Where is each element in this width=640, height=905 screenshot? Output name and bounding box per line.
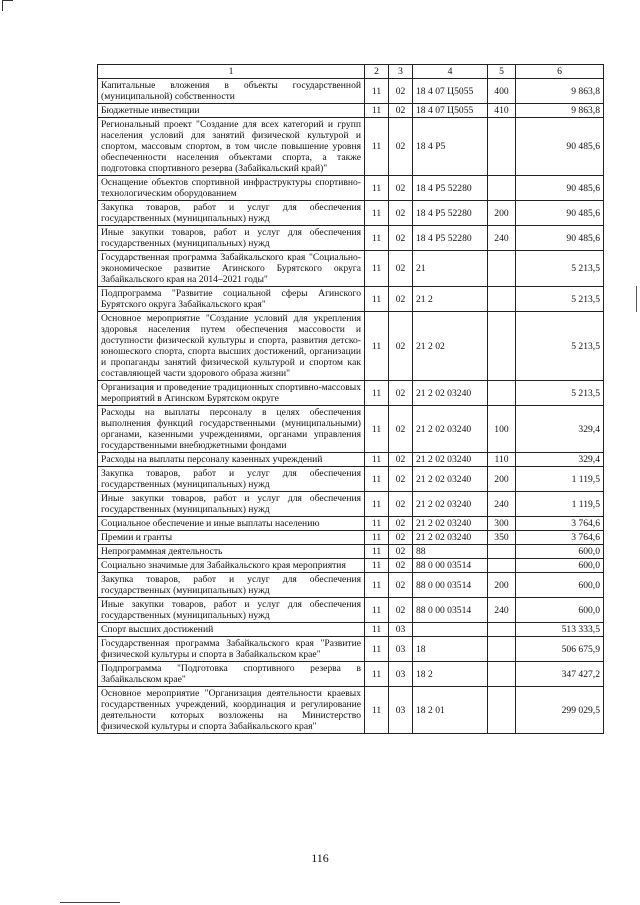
amount-cell: 600,0	[516, 573, 604, 598]
section-code-cell: 11	[365, 573, 389, 598]
table-row	[98, 492, 604, 517]
subsection-code-cell: 02	[389, 531, 413, 545]
expense-type-cell	[488, 287, 516, 312]
table-row	[98, 559, 604, 573]
item-name-cell: Социально значимые для Забайкальского края мероприятия	[98, 559, 365, 573]
section-code-cell: 11	[365, 226, 389, 251]
budget-table	[97, 64, 604, 734]
amount-cell: 9 863,8	[516, 104, 604, 118]
subsection-code-cell: 02	[389, 312, 413, 381]
expense-type-cell	[488, 312, 516, 381]
amount-cell: 90 485,6	[516, 201, 604, 226]
section-code-cell: 11	[365, 687, 389, 734]
section-code-cell: 11	[365, 598, 389, 623]
scan-corner-mark	[2, 0, 13, 11]
section-code-cell: 11	[365, 381, 389, 406]
expense-type-cell	[488, 662, 516, 687]
table-row	[98, 201, 604, 226]
target-article-cell: 88 0 00 03514	[413, 559, 488, 573]
expense-type-cell	[488, 687, 516, 734]
table-row	[98, 517, 604, 531]
table-row	[98, 251, 604, 287]
target-article-cell: 18 2 01	[413, 687, 488, 734]
item-name-cell: Оснащение объектов спортивной инфраструктуры спортивно-технологическим оборудованием	[98, 176, 365, 201]
amount-cell: 600,0	[516, 559, 604, 573]
section-code-cell: 11	[365, 79, 389, 104]
amount-cell: 5 213,5	[516, 287, 604, 312]
section-code-cell: 11	[365, 517, 389, 531]
target-article-cell: 21 2 02 03240	[413, 453, 488, 467]
expense-type-cell: 350	[488, 531, 516, 545]
table-row	[98, 312, 604, 381]
expense-type-cell	[488, 381, 516, 406]
expense-type-cell: 200	[488, 467, 516, 492]
item-name-cell: Непрограммная деятельность	[98, 545, 365, 559]
target-article-cell: 21 2 02 03240	[413, 492, 488, 517]
target-article-cell: 18 4 P5 52280	[413, 226, 488, 251]
target-article-cell: 18 4 07 Ц5055	[413, 79, 488, 104]
table-row	[98, 287, 604, 312]
expense-type-cell: 240	[488, 226, 516, 251]
item-name-cell: Иные закупки товаров, работ и услуг для обеспечения государственных (муниципальных) нужд	[98, 492, 365, 517]
item-name-cell: Государственная программа Забайкальского края "Социально-экономическое развитие Агинского Бурятского округа Забайкальского края на 2014–2021 годы"	[98, 251, 365, 287]
scan-edge-mark	[636, 286, 637, 312]
amount-cell: 347 427,2	[516, 662, 604, 687]
target-article-cell: 18 4 P5 52280	[413, 201, 488, 226]
item-name-cell: Премии и гранты	[98, 531, 365, 545]
table-row	[98, 662, 604, 687]
section-code-cell: 11	[365, 662, 389, 687]
table-row	[98, 687, 604, 734]
section-code-cell: 11	[365, 176, 389, 201]
header-cell: 5	[488, 65, 516, 79]
section-code-cell: 11	[365, 531, 389, 545]
item-name-cell: Закупка товаров, работ и услуг для обеспечения государственных (муниципальных) нужд	[98, 467, 365, 492]
subsection-code-cell: 03	[389, 637, 413, 662]
header-cell: 6	[516, 65, 604, 79]
target-article-cell: 21 2 02 03240	[413, 467, 488, 492]
amount-cell: 5 213,5	[516, 381, 604, 406]
target-article-cell: 18 4 07 Ц5055	[413, 104, 488, 118]
section-code-cell: 11	[365, 545, 389, 559]
subsection-code-cell: 02	[389, 517, 413, 531]
target-article-cell: 21 2 02 03240	[413, 381, 488, 406]
subsection-code-cell: 03	[389, 662, 413, 687]
amount-cell: 506 675,9	[516, 637, 604, 662]
target-article-cell: 88 0 00 03514	[413, 573, 488, 598]
section-code-cell: 11	[365, 251, 389, 287]
table-header-row	[98, 65, 604, 79]
target-article-cell: 18 2	[413, 662, 488, 687]
target-article-cell: 18 4 P5	[413, 118, 488, 176]
subsection-code-cell: 02	[389, 226, 413, 251]
target-article-cell: 21 2 02 03240	[413, 517, 488, 531]
section-code-cell: 11	[365, 559, 389, 573]
subsection-code-cell: 02	[389, 176, 413, 201]
page-number: 116	[311, 851, 329, 865]
subsection-code-cell: 02	[389, 287, 413, 312]
table-row	[98, 467, 604, 492]
subsection-code-cell: 02	[389, 573, 413, 598]
expense-type-cell	[488, 251, 516, 287]
table-row	[98, 573, 604, 598]
amount-cell: 90 485,6	[516, 118, 604, 176]
table-row	[98, 623, 604, 637]
table-row	[98, 406, 604, 453]
item-name-cell: Подпрограмма "Развитие социальной сферы Агинского Бурятского округа Забайкальского края"	[98, 287, 365, 312]
table-row	[98, 104, 604, 118]
item-name-cell: Закупка товаров, работ и услуг для обеспечения государственных (муниципальных) нужд	[98, 573, 365, 598]
subsection-code-cell: 02	[389, 251, 413, 287]
header-cell: 1	[98, 65, 365, 79]
item-name-cell: Капитальные вложения в объекты государственной (муниципальной) собственности	[98, 79, 365, 104]
amount-cell: 3 764,6	[516, 517, 604, 531]
section-code-cell: 11	[365, 623, 389, 637]
amount-cell: 5 213,5	[516, 312, 604, 381]
subsection-code-cell: 02	[389, 545, 413, 559]
amount-cell: 513 333,5	[516, 623, 604, 637]
subsection-code-cell: 02	[389, 201, 413, 226]
expense-type-cell: 240	[488, 598, 516, 623]
item-name-cell: Спорт высших достижений	[98, 623, 365, 637]
amount-cell: 1 119,5	[516, 467, 604, 492]
subsection-code-cell: 02	[389, 79, 413, 104]
item-name-cell: Государственная программа Забайкальского края "Развитие физической культуры и спорта в Забайкальском крае"	[98, 637, 365, 662]
table-row	[98, 531, 604, 545]
amount-cell: 329,4	[516, 406, 604, 453]
target-article-cell: 21 2 02 03240	[413, 531, 488, 545]
expense-type-cell: 240	[488, 492, 516, 517]
section-code-cell: 11	[365, 118, 389, 176]
section-code-cell: 11	[365, 201, 389, 226]
item-name-cell: Подпрограмма "Подготовка спортивного резерва в Забайкальском крае"	[98, 662, 365, 687]
item-name-cell: Региональный проект "Создание для всех категорий и групп населения условий для занятий физической культурой и спортом, массовым спортом, в том числе повышение уровня обеспеченности населения объектами спорта, а также подготовка спортивного резерва (Забайкальский край)"	[98, 118, 365, 176]
target-article-cell: 21 2 02 03240	[413, 406, 488, 453]
section-code-cell: 11	[365, 637, 389, 662]
expense-type-cell	[488, 176, 516, 201]
item-name-cell: Организация и проведение традиционных спортивно-массовых мероприятий в Агинском Бурятском округе	[98, 381, 365, 406]
item-name-cell: Основное мероприятие "Создание условий для укрепления здоровья населения путем обеспечения массовости и доступности физической культуры и спорта, развития детско-юношеского спорта, спорта высших достижений, организации и пропаганды занятий физической культурой и спортом как составляющей части здорового образа жизни"	[98, 312, 365, 381]
expense-type-cell	[488, 623, 516, 637]
item-name-cell: Расходы на выплаты персоналу в целях обеспечения выполнения функций государственными (муниципальными) органами, казенными учреждениями, органами управления государственными внебюджетными фондами	[98, 406, 365, 453]
section-code-cell: 11	[365, 104, 389, 118]
amount-cell: 299 029,5	[516, 687, 604, 734]
item-name-cell: Основное мероприятие "Организация деятельности краевых государственных учреждений, координация и регулирование деятельности которых возложены на Министерство физической культуры и спорта Забайкальского края"	[98, 687, 365, 734]
header-cell: 4	[413, 65, 488, 79]
expense-type-cell: 110	[488, 453, 516, 467]
amount-cell: 5 213,5	[516, 251, 604, 287]
expense-type-cell: 300	[488, 517, 516, 531]
subsection-code-cell: 02	[389, 598, 413, 623]
header-cell: 2	[365, 65, 389, 79]
amount-cell: 3 764,6	[516, 531, 604, 545]
target-article-cell: 21 2	[413, 287, 488, 312]
target-article-cell: 18	[413, 637, 488, 662]
item-name-cell: Расходы на выплаты персоналу казенных учреждений	[98, 453, 365, 467]
subsection-code-cell: 02	[389, 492, 413, 517]
target-article-cell	[413, 623, 488, 637]
amount-cell: 90 485,6	[516, 176, 604, 201]
table-row	[98, 118, 604, 176]
table-row	[98, 637, 604, 662]
item-name-cell: Иные закупки товаров, работ и услуг для обеспечения государственных (муниципальных) нужд	[98, 598, 365, 623]
table-row	[98, 79, 604, 104]
subsection-code-cell: 02	[389, 453, 413, 467]
amount-cell: 329,4	[516, 453, 604, 467]
amount-cell: 600,0	[516, 545, 604, 559]
section-code-cell: 11	[365, 453, 389, 467]
table-row	[98, 226, 604, 251]
item-name-cell: Иные закупки товаров, работ и услуг для обеспечения государственных (муниципальных) нужд	[98, 226, 365, 251]
subsection-code-cell: 02	[389, 406, 413, 453]
amount-cell: 1 119,5	[516, 492, 604, 517]
subsection-code-cell: 03	[389, 687, 413, 734]
table-row	[98, 598, 604, 623]
expense-type-cell: 100	[488, 406, 516, 453]
table-row	[98, 453, 604, 467]
expense-type-cell	[488, 118, 516, 176]
expense-type-cell: 200	[488, 201, 516, 226]
amount-cell: 9 863,8	[516, 79, 604, 104]
amount-cell: 90 485,6	[516, 226, 604, 251]
section-code-cell: 11	[365, 287, 389, 312]
subsection-code-cell: 02	[389, 467, 413, 492]
item-name-cell: Закупка товаров, работ и услуг для обеспечения государственных (муниципальных) нужд	[98, 201, 365, 226]
target-article-cell: 21 2 02	[413, 312, 488, 381]
expense-type-cell: 410	[488, 104, 516, 118]
item-name-cell: Социальное обеспечение и иные выплаты населению	[98, 517, 365, 531]
footer-rule	[60, 902, 120, 903]
section-code-cell: 11	[365, 312, 389, 381]
expense-type-cell	[488, 637, 516, 662]
budget-table-body	[98, 65, 604, 734]
target-article-cell: 88 0 00 03514	[413, 598, 488, 623]
amount-cell: 600,0	[516, 598, 604, 623]
subsection-code-cell: 02	[389, 381, 413, 406]
expense-type-cell	[488, 545, 516, 559]
target-article-cell: 88	[413, 545, 488, 559]
subsection-code-cell: 02	[389, 118, 413, 176]
header-cell: 3	[389, 65, 413, 79]
target-article-cell: 21	[413, 251, 488, 287]
section-code-cell: 11	[365, 406, 389, 453]
table-row	[98, 176, 604, 201]
subsection-code-cell: 02	[389, 559, 413, 573]
expense-type-cell: 200	[488, 573, 516, 598]
subsection-code-cell: 02	[389, 104, 413, 118]
expense-type-cell: 400	[488, 79, 516, 104]
section-code-cell: 11	[365, 467, 389, 492]
table-row	[98, 381, 604, 406]
item-name-cell: Бюджетные инвестиции	[98, 104, 365, 118]
expense-type-cell	[488, 559, 516, 573]
table-row	[98, 545, 604, 559]
target-article-cell: 18 4 P5 52280	[413, 176, 488, 201]
subsection-code-cell: 03	[389, 623, 413, 637]
section-code-cell: 11	[365, 492, 389, 517]
